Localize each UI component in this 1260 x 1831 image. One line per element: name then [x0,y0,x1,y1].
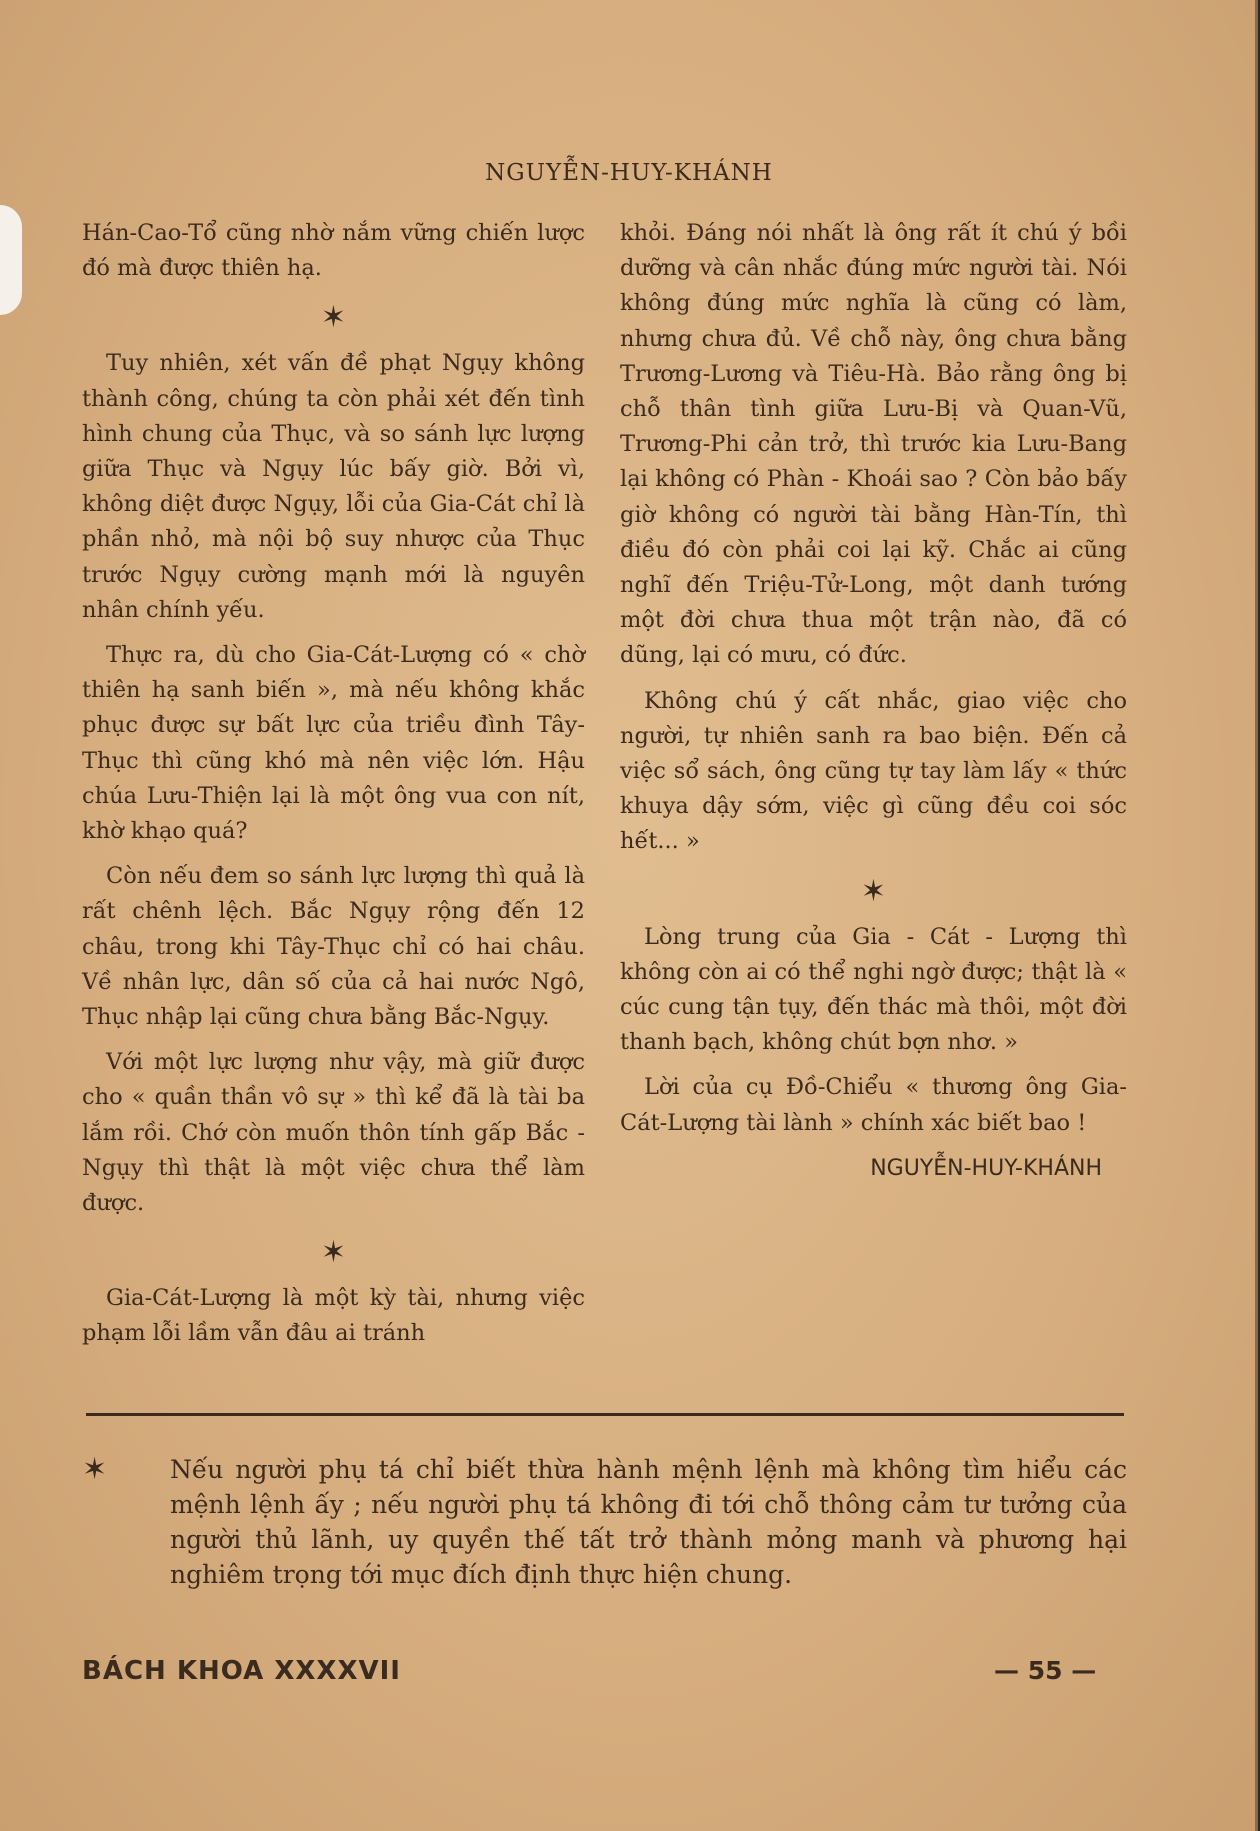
divider-rule [86,1413,1124,1416]
section-star-icon: ✶ [320,300,347,336]
paragraph: Không chú ý cất nhắc, giao việc cho người, tự nhiên sanh ra bao biện. Đến cả việc sổ sách, ông cũng tự tay làm lấy « thức khuya dậy sớm, việc gì cũng đều coi sóc hết... » [620,687,1127,855]
footnote-box [82,1452,1127,1592]
page-number: — 55 — [994,1656,1097,1685]
paragraph: Thực ra, dù cho Gia-Cát-Lượng có « chờ thiên hạ sanh biến », mà nếu không khắc phục được sự bất lực của triều đình Tây-Thục thì cũng khó mà nên việc lớn. Hậu chúa Lưu-Thiện lại là một ông vua con nít, khờ khạo quá? [82,642,585,845]
paragraph: Với một lực lượng như vậy, mà giữ được cho « quần thần vô sự » thì kể đã là tài ba lắm rồi. Chớ còn muốn thôn tính gấp Bắc - Ngụy thì thật là một việc chưa thể làm được. [82,1049,585,1217]
paragraph: Hán-Cao-Tổ cũng nhờ nắm vững chiến lược đó mà được thiên hạ. [82,220,585,282]
torn-edge [0,205,22,315]
paragraph: Lòng trung của Gia - Cát - Lượng thì không còn ai có thể nghi ngờ được; thật là « cúc cung tận tụy, đến thác mà thôi, một đời thanh bạch, không chút bợn nhơ. » [620,923,1127,1056]
section-star-icon: ✶ [860,873,887,909]
paragraph: khỏi. Đáng nói nhất là ông rất ít chú ý bồi dưỡng và cân nhắc đúng mức người tài. Nói không đúng mức nghĩa là cũng có làm, nhưng chưa đủ. Về chỗ này, ông chưa bằng Trương-Lương và Tiêu-Hà. Bảo rằng ông bị chỗ thân tình giữa Lưu-Bị và Quan-Vũ, Trương-Phi cản trở, thì trước kia Lưu-Bang lại không có Phàn - Khoái sao ? Còn bảo bấy giờ không có người tài bằng Hàn-Tín, thì điều đó còn phải coi lại kỹ. Chắc ai cũng nghĩ đến Triệu-Tử-Long, một danh tướng một đời chưa thua một trận nào, đã có dũng, lại có mưu, có đức. [620,220,1127,669]
section-star-icon: ✶ [320,1235,347,1271]
paragraph: Gia-Cát-Lượng là một kỳ tài, nhưng việc phạm lỗi lầm vẫn đâu ai tránh [82,1285,585,1347]
paragraph: Còn nếu đem so sánh lực lượng thì quả là rất chênh lệch. Bắc Ngụy rộng đến 12 châu, trong khi Tây-Thục chỉ có hai châu. Về nhân lực, dân số của cả hai nước Ngô, Thục nhập lại cũng chưa bằng Bắc-Ngụy. [82,863,585,1031]
note-star-icon: ✶ [82,1452,108,1487]
paragraph: Lời của cụ Đồ-Chiểu « thương ông Gia-Cát-Lượng tài lành » chính xác biết bao ! [620,1074,1127,1136]
right-column [620,216,1127,1186]
paragraph: Tuy nhiên, xét vấn đề phạt Ngụy không thành công, chúng ta còn phải xét đến tình hình chung của Thục, và so sánh lực lượng giữa Thục và Ngụy lúc bấy giờ. Bởi vì, không diệt được Ngụy, lỗi của Gia-Cát chỉ là phần nhỏ, mà nội bộ suy nhược của Thục trước Ngụy cường mạnh mới là nguyên nhân chính yếu. [82,350,585,623]
running-head: NGUYỄN-HUY-KHÁNH [485,160,773,186]
page-edge [1255,0,1258,1831]
footnote-text: Nếu người phụ tá chỉ biết thừa hành mệnh lệnh mà không tìm hiểu các mệnh lệnh ấy ; nếu người phụ tá không đi tới chỗ thông cảm tư tưởng của người thủ lãnh, uy quyền thế tất trở thành mỏng manh và phương hại nghiêm trọng tới mục đích định thực hiện chung. [170,1455,1127,1589]
left-column [82,216,585,1362]
author-signature: NGUYỄN-HUY-KHÁNH [870,1155,1102,1181]
publication-name: BÁCH KHOA XXXXVII [82,1656,401,1686]
